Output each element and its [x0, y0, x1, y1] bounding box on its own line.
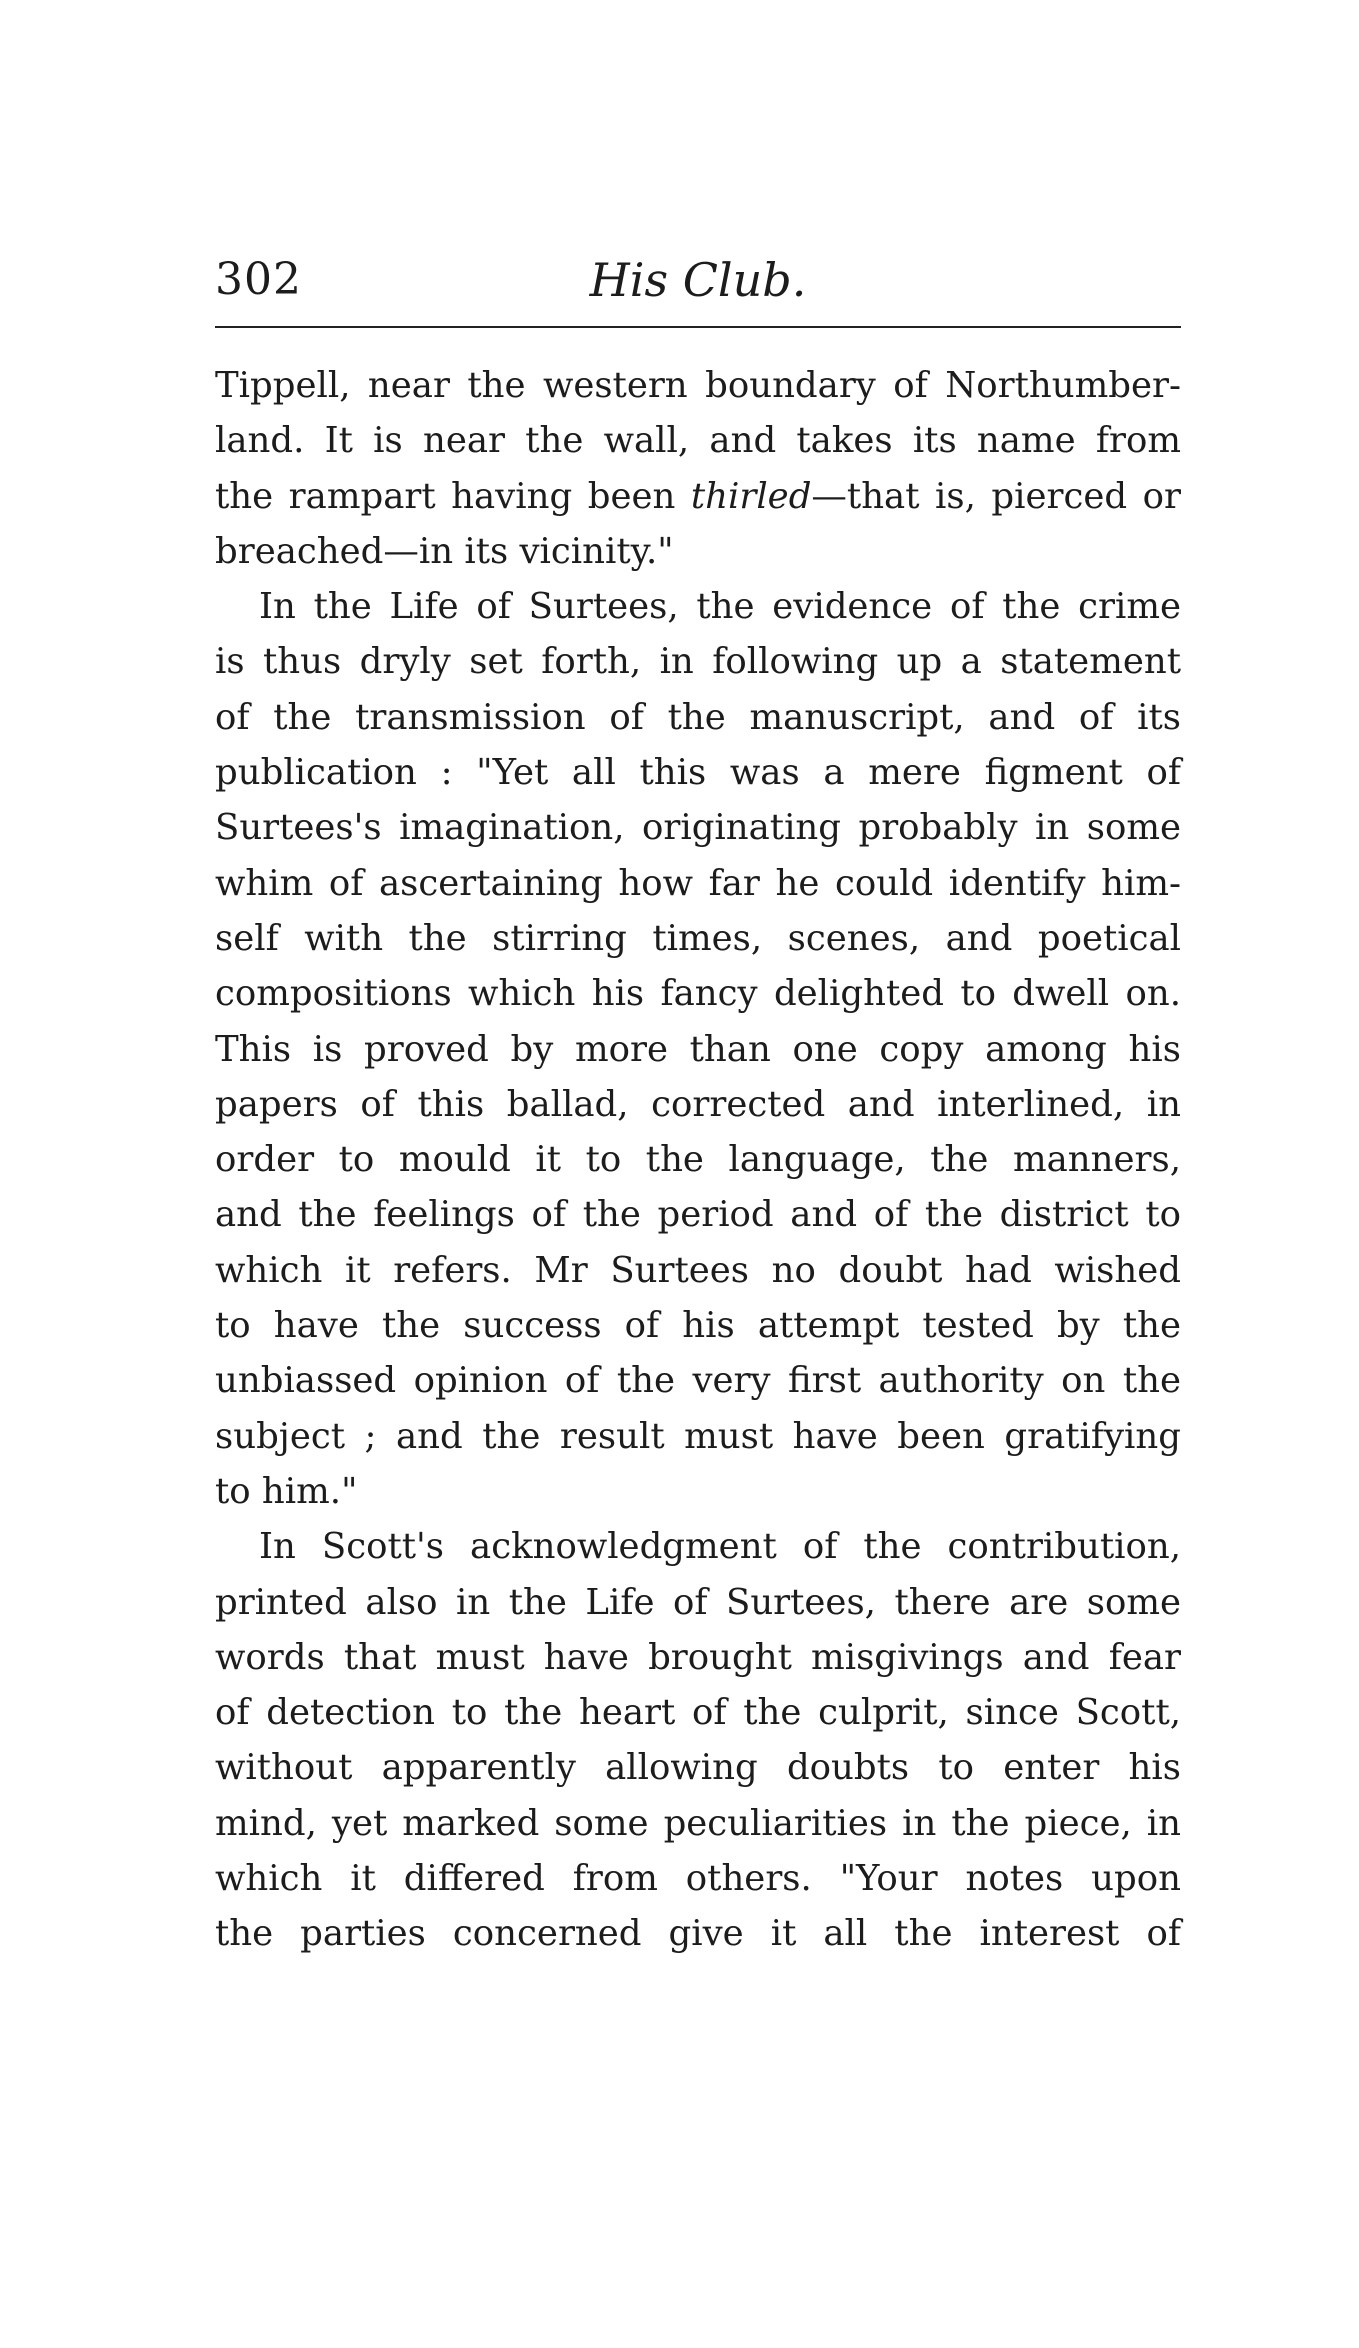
text-line: to have the success of his attempt tested by the [215, 1305, 1181, 1347]
text-line: without apparently allowing doubts to enter his [215, 1747, 1181, 1789]
text-line: is thus dryly set forth, in following up a statement [215, 641, 1181, 683]
text-line: which it differed from others. "Your notes upon [215, 1858, 1181, 1900]
text-line: In Scott's acknowledgment of the contribution, [259, 1526, 1181, 1568]
text-line: which it refers. Mr Surtees no doubt had wished [215, 1249, 1181, 1291]
text-line: In the Life of Surtees, the evidence of the crime [259, 586, 1181, 628]
text-line: and the feelings of the period and of the district to [215, 1194, 1181, 1236]
text-line: printed also in the Life of Surtees, there are some [215, 1581, 1181, 1623]
text-line: land. It is near the wall, and takes its name from [215, 420, 1181, 462]
running-title: His Club. [589, 253, 807, 307]
text-line: This is proved by more than one copy among his [215, 1028, 1181, 1070]
text-fragment: the rampart having been [215, 475, 691, 517]
text-line: subject ; and the result must have been gratifying [215, 1415, 1181, 1457]
page-number: 302 [215, 254, 302, 305]
text-line [215, 469, 1181, 524]
text-fragment: —that is, pierced or [811, 475, 1181, 517]
text-line: to him." [215, 1470, 358, 1512]
text-line: whim of ascertaining how far he could identify him- [215, 862, 1181, 904]
text-line: of detection to the heart of the culprit, since Scott, [215, 1692, 1181, 1734]
text-line: Tippell, near the western boundary of Northumber- [215, 365, 1181, 406]
body-text [215, 358, 1181, 1962]
text-line: mind, yet marked some peculiarities in the piece, in [215, 1802, 1181, 1844]
text-line: of the transmission of the manuscript, and of its [215, 696, 1181, 738]
page-header [215, 250, 1181, 310]
text-line: Surtees's imagination, originating probably in some [215, 807, 1181, 849]
text-line: breached—in its vicinity." [215, 530, 674, 572]
text-line: words that must have brought misgivings and fear [215, 1636, 1181, 1678]
header-rule [215, 326, 1181, 328]
text-line: publication : "Yet all this was a mere figment of [215, 752, 1181, 794]
text-line: papers of this ballad, corrected and interlined, in [215, 1083, 1181, 1125]
text-line: the parties concerned give it all the interest of [215, 1913, 1181, 1955]
text-line: order to mould it to the language, the manners, [215, 1139, 1181, 1181]
text-line: self with the stirring times, scenes, and poetical [215, 917, 1181, 959]
italic-word: thirled [690, 475, 812, 517]
text-line: compositions which his fancy delighted to dwell on. [215, 973, 1181, 1015]
text-line: unbiassed opinion of the very first authority on the [215, 1360, 1181, 1402]
